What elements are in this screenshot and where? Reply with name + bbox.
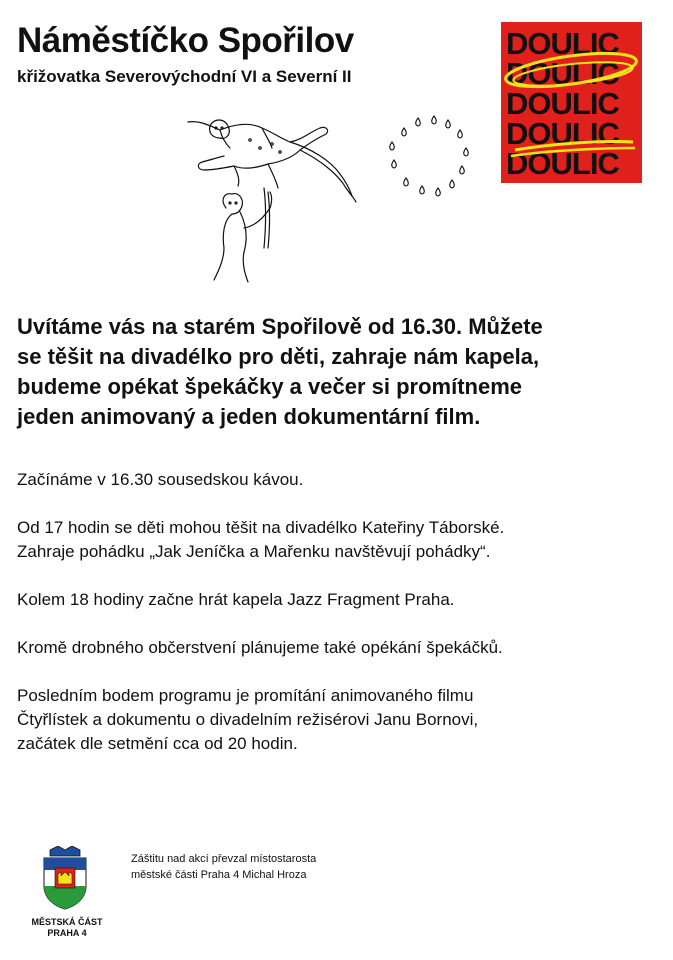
program-film-line: Čtyřlístek a dokumentu o divadelním režisérovi Janu Bornovi, [17, 710, 479, 729]
logo-text: DOULIC [506, 26, 619, 61]
logo-text: DOULIC [506, 116, 619, 151]
program-food: Kromě drobného občerstvení plánujeme také opékání špekáčků. [17, 638, 503, 657]
program-theatre [17, 516, 657, 564]
program-film [17, 684, 657, 756]
logo-text: DOULIC [506, 146, 619, 181]
program-film-line: začátek dle setmění cca od 20 hodin. [17, 734, 298, 753]
program-coffee: Začínáme v 16.30 sousedskou kávou. [17, 470, 304, 489]
patronage-note [131, 851, 316, 883]
lead-line: se těšit na divadélko pro děti, zahraje nám kapela, [17, 344, 540, 369]
drops-circle-icon [382, 108, 474, 206]
program-theatre-line: Zahraje pohádku „Jak Jeníčka a Mařenku navštěvují pohádky“. [17, 542, 491, 561]
program-text [17, 468, 657, 780]
crest-caption [20, 917, 114, 939]
patronage-line: Záštitu nad akcí převzal místostarosta [131, 853, 317, 865]
crest-caption-line: PRAHA 4 [47, 928, 87, 938]
program-theatre-line: Od 17 hodin se děti mohou těšit na divadélko Kateřiny Táborské. [17, 518, 505, 537]
doulic-logo [501, 22, 642, 183]
lead-line: budeme opékat špekáčky a večer si promítneme [17, 374, 523, 399]
praha4-crest-icon [40, 846, 90, 910]
program-film-line: Posledním bodem programu je promítání animovaného filmu [17, 686, 474, 705]
crest-caption-line: MĚSTSKÁ ČÁST [31, 917, 103, 927]
logo-text: DOULIC [506, 86, 619, 121]
location-subtitle: křižovatka Severovýchodní VI a Severní II [17, 67, 352, 86]
lead-paragraph [17, 312, 657, 432]
logo-text: DOULIC [506, 56, 619, 91]
lead-line: Uvítáme vás na starém Spořilově od 16.30. Můžete [17, 314, 543, 339]
program-band: Kolem 18 hodiny začne hrát kapela Jazz Fragment Praha. [17, 590, 455, 609]
patronage-line: městské části Praha 4 Michal Hroza [131, 869, 307, 881]
line-drawing-icon [180, 108, 370, 288]
page-title: Náměstíčko Spořilov [17, 21, 354, 60]
lead-line: jeden animovaný a jeden dokumentární film. [17, 404, 481, 429]
